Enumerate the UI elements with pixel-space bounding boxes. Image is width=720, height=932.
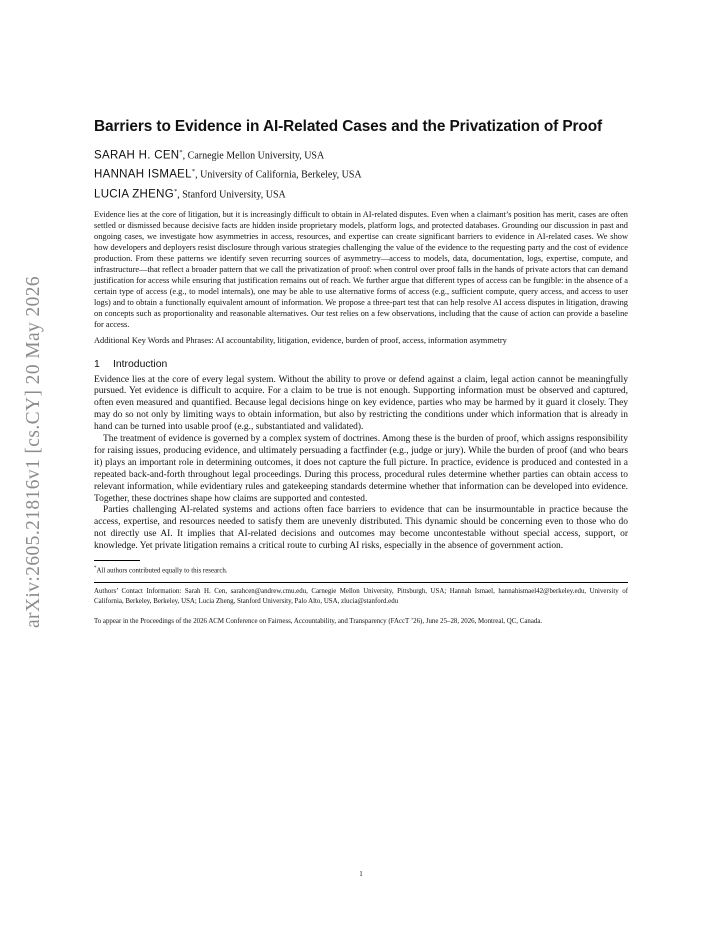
- section-number: 1: [94, 358, 100, 370]
- author-affiliation: , Stanford University, USA: [177, 188, 286, 200]
- body-paragraph: The treatment of evidence is governed by a complex system of doctrines. Among these is the burden of proof, which assigns responsibility for raising issues, producing evidence, and ultimately persuading a factfinder (e.g., judge or jury). While the burden of proof (and who bears it) plays an important role in determining outcomes, it does not capture the full picture. In practice, evidence is produced and contested in a repeated back-and-forth throughout legal proceedings. During this process, procedural rules determine whether parties can obtain access to relevant information, while evidentiary rules and gatekeeping standards determine whether that information can be developed into evidence. Together, these doctrines shape how claims are supported and contested.: [94, 434, 628, 504]
- section-title: Introduction: [113, 358, 168, 370]
- author-mark: *: [173, 187, 178, 195]
- author-affiliation: , University of California, Berkeley, USA: [195, 169, 362, 181]
- author-name: SARAH H. CEN: [94, 149, 180, 162]
- contact-divider: [94, 582, 628, 583]
- author-contact-info: Authors’ Contact Information: Sarah H. Cen, sarahcen@andrew.cmu.edu, Carnegie Mellon University, Pittsburgh, USA; Hannah Ismael, hannahismael42@berkeley.edu, University of California, Berkeley, Berkeley, USA; Lucia Zheng, Stanford University, Palo Alto, USA, zlucia@stanford.edu: [94, 588, 628, 605]
- paper-title: Barriers to Evidence in AI-Related Cases and the Privatization of Proof: [94, 118, 603, 135]
- author-entry: [94, 184, 628, 203]
- footnote-divider: [94, 560, 140, 561]
- footnote: [94, 564, 628, 575]
- footnote-text: All authors contributed equally to this research.: [96, 567, 228, 575]
- body-paragraph: Evidence lies at the core of every legal system. Without the ability to prove or defend against a claim, legal action cannot be meaningfully pursued. Yet evidence is difficult to acquire. For a claim to be true is not enough. Supporting information must be observed and captured, often even measured and quantified. Because legal decisions hinge on key evidence, parties who may be harmed by it guard it closely. They may do so not only by limiting ways to obtain information, but also by restricting the conditions under which information that is already in hand can be turned into usable proof (e.g., substantiated and validated).: [94, 374, 628, 433]
- page-number: 1: [359, 870, 363, 878]
- author-mark: *: [179, 149, 183, 156]
- author-list: [94, 145, 628, 203]
- keywords: Additional Key Words and Phrases: AI accountability, litigation, evidence, burden of proof, access, information asymmetry: [94, 335, 507, 345]
- author-name: HANNAH ISMAEL: [94, 168, 192, 181]
- author-entry: [94, 164, 628, 183]
- publication-note: To appear in the Proceedings of the 2026 ACM Conference on Fairness, Accountability, and Transparency (FAccT ’26), June 25–28, 2026, Montreal, QC, Canada.: [94, 617, 543, 625]
- author-mark: *: [191, 168, 196, 176]
- abstract: Evidence lies at the core of litigation, but it is increasingly difficult to obtain in AI-related disputes. Even when a claimant’s position has merit, cases are often settled or dismissed because decisive facts are hidden inside proprietary models, platform logs, and protected databases. Grounding our discussion in past and ongoing cases, we investigate how asymmetries in access, resources, and expertise can create significant barriers to evidence in AI-related cases. We show how developers and deployers resist disclosure through various strategies challenging the value of the evidence to the requesting party and the cost of evidence production. From these patterns we identify seven recurring sources of asymmetry—access to models, data, documentation, logs, expertise, compute, and infrastructure—that reflect a broader pattern that we call the privatization of proof: when control over proof falls in the hands of private actors that can demand justification for access while ensuring that justification remains out of reach. We further argue that different types of access can be fungible: in the absence of a certain type of access (e.g., to model internals), one may be able to use alternative forms of access (e.g., sufficient compute, query access, and access to user logs) and to obtain a functionally equivalent amount of information. We propose a three-part test that can help resolve AI access disputes in litigation, drawing on concepts such as proportionality and reasonable alternatives. Our test relies on a few observations, including that the cause of action can provide a baseline for access.: [94, 209, 628, 330]
- author-name: LUCIA ZHENG: [94, 187, 174, 200]
- section-heading: [94, 359, 628, 370]
- author-entry: [94, 145, 628, 164]
- body-paragraph: Parties challenging AI-related systems and actions often face barriers to evidence that can be insurmountable in practice because the access, expertise, and resources needed to satisfy them are unevenly distributed. This dynamic should be concerning even to those who do not directly use AI. It implies that AI-related decisions and outcomes may become uncontestable without special access, support, or knowledge. Yet private litigation remains a critical route to curbing AI risks, especially in the absence of government action.: [94, 505, 628, 552]
- arxiv-identifier: arXiv:2605.21816v1 [cs.CY] 20 May 2026: [23, 275, 44, 629]
- footnote-mark: *: [94, 566, 97, 572]
- author-affiliation: , Carnegie Mellon University, USA: [182, 150, 325, 162]
- page-content: [94, 118, 628, 626]
